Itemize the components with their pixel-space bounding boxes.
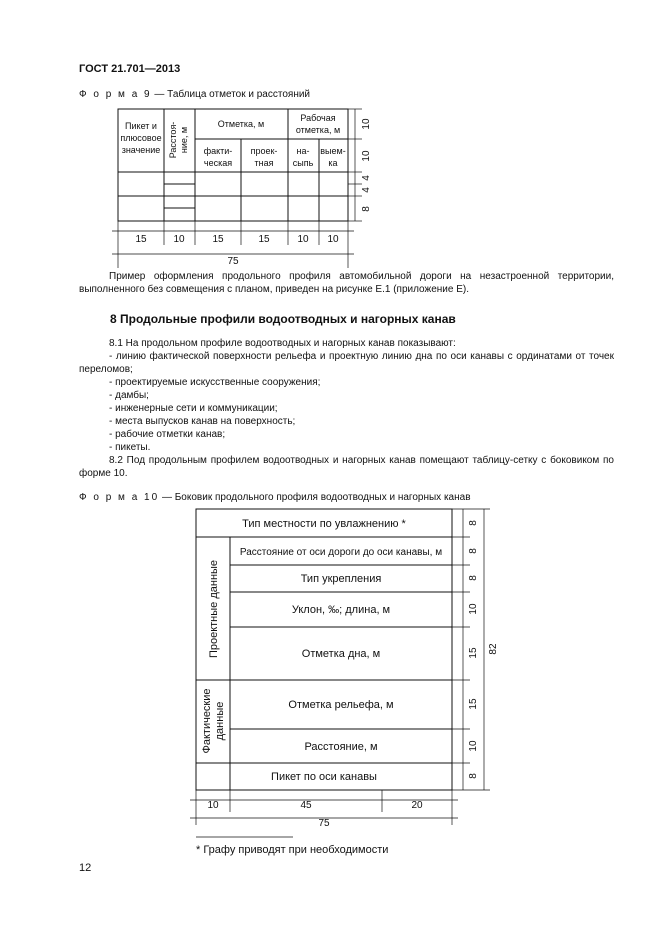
f10-coldim-3: 20 — [411, 800, 423, 811]
f10-group-design: Проектные данные — [208, 559, 220, 659]
f9-rowdim-4: 4 — [361, 187, 372, 193]
form10-label: Ф о р м а 10 — [79, 492, 160, 503]
list-item: - рабочие отметки канав; — [109, 429, 226, 440]
f10-row-terrain: Тип местности по увлажнению * — [242, 518, 406, 530]
f10-row-bottom: Отметка дна, м — [301, 648, 381, 660]
form10-title: — Боковик продольного профиля водоотводных и нагорных канав — [161, 492, 471, 503]
f9-actual-l1: факти- — [203, 146, 233, 156]
f9-coldim-2: 10 — [173, 234, 185, 245]
f10-row-reinforcement: Тип укрепления — [300, 573, 382, 585]
list-item: - проектируемые искусственные сооружения; — [109, 377, 321, 388]
f9-picket-l2: плюсовое — [120, 133, 162, 143]
list-item: - пикеты. — [109, 442, 151, 453]
f9-rowdim-1: 10 — [361, 118, 372, 130]
footnote: * Графу приводят при необходимости — [196, 844, 389, 856]
f10-row-distance-axis: Расстояние от оси дороги до оси канавы, м — [239, 547, 443, 558]
f9-design-l2: тная — [254, 158, 274, 168]
f10-rowdim-2: 8 — [468, 548, 479, 554]
f9-cut-l2: ка — [328, 158, 338, 168]
section8-p1: 8.1 На продольном профиле водоотводных и нагорных канав показывают: — [109, 338, 456, 349]
f10-group-actual-l1: Фактические — [201, 688, 213, 754]
f9-coldim-4: 15 — [258, 234, 270, 245]
f9-actual-l2: ческая — [203, 158, 233, 168]
f9-fill-l1: на- — [296, 146, 310, 156]
f9-elevation: Отметка, м — [217, 119, 265, 129]
f9-total: 75 — [227, 256, 239, 267]
f10-group-actual-l2: данные — [214, 701, 226, 741]
f10-row-distance: Расстояние, м — [304, 741, 378, 753]
f9-rowdim-5: 8 — [361, 206, 372, 212]
list-item: - места выпусков канав на поверхность; — [109, 416, 296, 427]
f9-work-l2: отметка, м — [295, 125, 341, 135]
f10-rowdim-5: 15 — [468, 647, 479, 659]
document-header: ГОСТ 21.701—2013 — [79, 63, 181, 75]
f9-rowdim-3: 4 — [361, 175, 372, 181]
f9-fill-l2: сыпь — [292, 158, 314, 168]
f9-coldim-3: 15 — [212, 234, 224, 245]
f10-total-width: 75 — [318, 818, 330, 829]
f9-coldim-5: 10 — [297, 234, 309, 245]
list-item: - инженерные сети и коммуникации; — [109, 403, 278, 414]
form10-caption — [79, 492, 471, 503]
f10-rowdim-1: 8 — [468, 520, 479, 526]
page-number: 12 — [79, 862, 92, 874]
f9-coldim-1: 15 — [135, 234, 147, 245]
form9-label: Ф о р м а 9 — [79, 89, 152, 100]
f9-design-l1: проек- — [250, 146, 278, 156]
f10-total-height: 82 — [488, 643, 499, 655]
f10-rowdim-6: 15 — [468, 698, 479, 710]
list-item: - линию фактической поверхности рельефа и проектную линию дна по оси канавы с ординатами от точек переломов; — [79, 351, 614, 375]
section8-heading: 8 Продольные профили водоотводных и нагорных канав — [110, 312, 456, 326]
f10-row-relief: Отметка рельефа, м — [288, 699, 394, 711]
f10-rowdim-4: 10 — [468, 603, 479, 615]
f9-work-l1: Рабочая — [300, 113, 336, 123]
f9-rowdim-2: 10 — [361, 150, 372, 162]
f10-row-slope: Уклон, ‰; длина, м — [291, 604, 391, 616]
f10-rowdim-8: 8 — [468, 773, 479, 779]
f10-row-picket: Пикет по оси канавы — [271, 771, 377, 783]
f10-rowdim-3: 8 — [468, 575, 479, 581]
f9-picket-l3: значение — [121, 145, 161, 155]
f9-distance-l2: ние, м — [179, 126, 189, 154]
form9-title: — Таблица отметок и расстояний — [154, 89, 311, 100]
f9-coldim-6: 10 — [327, 234, 339, 245]
section8-p2: 8.2 Под продольным профилем водоотводных и нагорных канав помещают таблицу-сетку с боковиком по форме 10. — [79, 455, 614, 479]
f10-coldim-1: 10 — [207, 800, 219, 811]
f10-rowdim-7: 10 — [468, 740, 479, 752]
f9-picket-l1: Пикет и — [125, 121, 157, 131]
f10-coldim-2: 45 — [300, 800, 312, 811]
f9-distance-l1: Расстоя- — [168, 121, 178, 159]
f9-cut-l1: выем- — [320, 146, 346, 156]
example-paragraph: Пример оформления продольного профиля автомобильной дороги на незастроенной территории, выполненного без совмещения с планом, приведен на рисунке Е.1 (приложение Е). — [79, 271, 614, 295]
list-item: - дамбы; — [109, 390, 149, 401]
section8-body — [79, 337, 614, 480]
